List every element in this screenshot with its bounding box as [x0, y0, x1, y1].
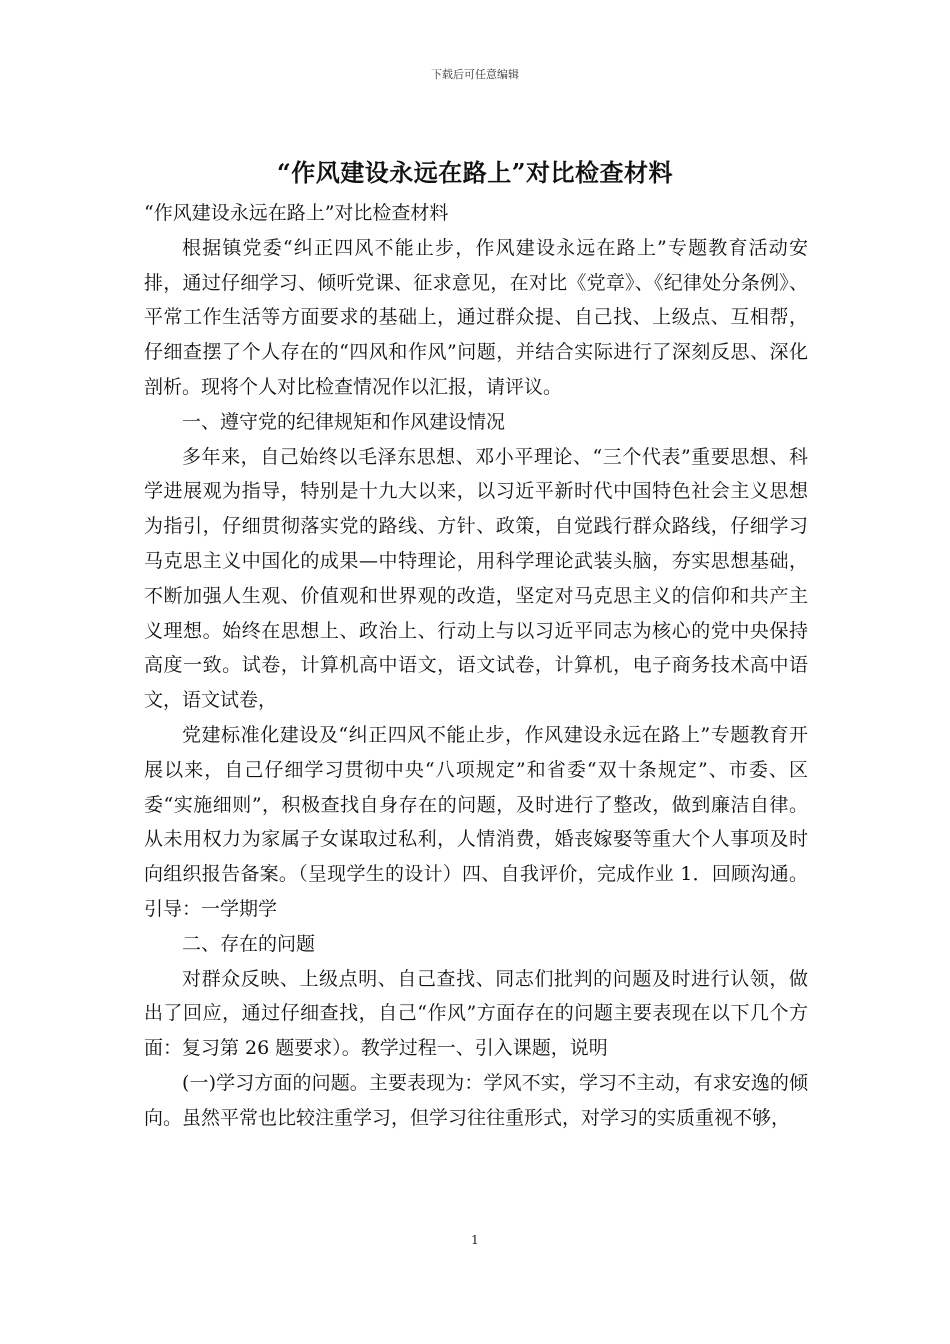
header-note: 下载后可任意编辑 [431, 68, 519, 81]
section-heading-1: 一、遵守党的纪律规矩和作风建设情况 [182, 410, 506, 433]
body-paragraph: 党建标准化建设及“纠正四风不能止步，作风建设永远在路上”专题教育开展以来，自己仔细学习贯彻中央“八项规定”和省委“双十条规定”、市委、区委“实施细则”，积极查找自身存在的问题，及时进行了整改，做到廉洁自律。从未用权力为家属子女谋取过私利，人情消费，婚丧嫁娶等重大个人事项及时向组织报告备案。（呈现学生的设计）四、自我评价，完成作业 1．回顾沟通。引导：一学期学 [144, 723, 808, 920]
body-paragraph: 对群众反映、上级点明、自己查找、同志们批判的问题及时进行认领，做出了回应，通过仔细查找，自己“作风”方面存在的问题主要表现在以下几个方面：复习第 26 题要求）。教学过程一、引入课题，说明 [144, 967, 808, 1060]
subtitle-paragraph: “作风建设永远在路上”对比检查材料 [144, 202, 449, 224]
page-number: 1 [471, 1233, 479, 1247]
body-paragraph: 多年来，自己始终以毛泽东思想、邓小平理论、“三个代表”重要思想、科学进展观为指导，特别是十九大以来，以习近平新时代中国特色社会主义思想为指引，仔细贯彻落实党的路线、方针、政策，自觉践行群众路线，仔细学习马克思主义中国化的成果—中特理论，用科学理论武装头脑，夯实思想基础，不断加强人生观、价值观和世界观的改造，坚定对马克思主义的信仰和共产主义理想。始终在思想上、政治上、行动上与以习近平同志为核心的党中央保持高度一致。试卷，计算机高中语文，语文试卷，计算机，电子商务技术高中语文，语文试卷， [144, 445, 808, 712]
intro-paragraph: 根据镇党委“纠正四风不能止步，作风建设永远在路上”专题教育活动安排，通过仔细学习、倾听党课、征求意见，在对比《党章》、《纪律处分条例》、平常工作生活等方面要求的基础上，通过群众提、自己找、上级点、互相帮，仔细查摆了个人存在的“四风和作风”问题，并结合实际进行了深刻反思、深化剖析。现将个人对比检查情况作以汇报，请评议。 [144, 236, 808, 398]
body-paragraph: (一)学习方面的问题。主要表现为：学风不实，学习不主动，有求安逸的倾向。虽然平常也比较注重学习，但学习往往重形式，对学习的实质重视不够， [144, 1071, 808, 1129]
document-title: “作风建设永远在路上”对比检查材料 [276, 158, 674, 187]
section-heading-2: 二、存在的问题 [182, 932, 316, 955]
document-body [144, 196, 808, 1136]
